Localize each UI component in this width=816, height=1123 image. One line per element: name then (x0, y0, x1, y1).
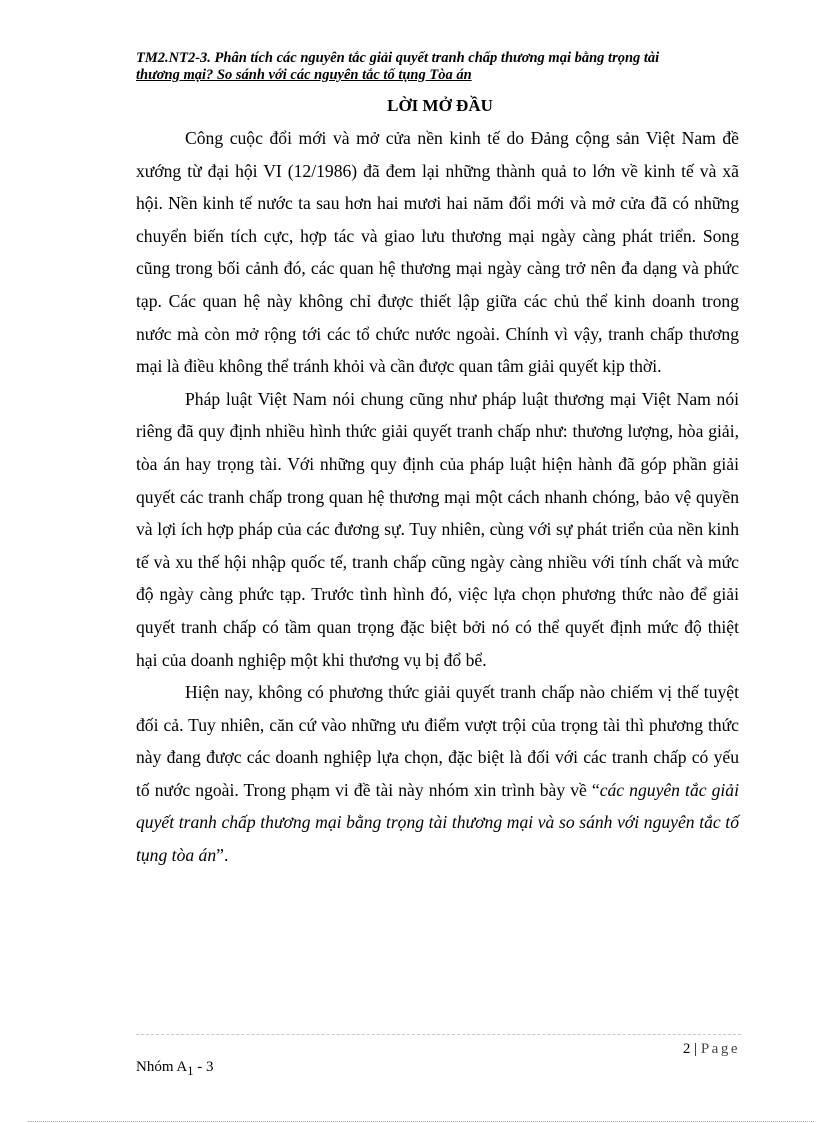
paragraph-2: Pháp luật Việt Nam nói chung cũng như pháp luật thương mại Việt Nam nói riêng đã quy định nhiều hình thức giải quyết tranh chấp như: thương lượng, hòa giải, tòa án hay trọng tài. Với những quy định của pháp luật hiện hành đã góp phần giải quyết các tranh chấp trong quan hệ thương mại một cách nhanh chóng, bảo vệ quyền và lợi ích hợp pháp của các đương sự. Tuy nhiên, cùng với sự phát triển của nền kinh tế và xu thế hội nhập quốc tế, tranh chấp cũng ngày càng nhiều với tính chất và mức độ ngày càng phức tạp. Trước tình hình đó, việc lựa chọn phương thức nào để giải quyết tranh chấp có tầm quan trọng đặc biệt bởi nó có thể quyết định mức độ thiệt hại của doanh nghiệp một khi thương vụ bị đổ bể. (136, 388, 739, 670)
paragraph-3-text: Hiện nay, không có phương thức giải quyết tranh chấp nào chiếm vị thế tuyệt đối cả. Tuy nhiên, căn cứ vào những ưu điểm vượt trội của trọng tài thì phương thức này đang được các doanh nghiệp lựa chọn, đặc biệt là đối với các tranh chấp có yếu tố nước ngoài. Trong phạm vi đề tài này nhóm xin trình bày về “ (136, 682, 739, 800)
page-number (683, 1040, 740, 1058)
page-number-separator: | (690, 1041, 701, 1057)
footer-divider (136, 1034, 741, 1035)
group-label-subscript: 1 (187, 1064, 194, 1078)
header-line-2-part-a: thương mại? (136, 67, 217, 83)
group-label (136, 1058, 214, 1080)
paragraph-3-italic-topic: các nguyên tắc giải quyết tranh chấp thương mại bằng trọng tài thương mại và so sánh với nguyên tắc tố tụng tòa án (136, 779, 739, 866)
header-line-2 (136, 67, 746, 84)
header-line-2-part-b: So sánh với các nguyên tắc tố tụng Tòa án (216, 67, 472, 83)
page-title: LỜI MỞ ĐẦU (387, 96, 493, 115)
group-label-text: Nhóm A (136, 1059, 188, 1075)
paragraph-3 (136, 676, 739, 872)
header-line-1: TM2.NT2-3. Phân tích các nguyên tắc giải quyết tranh chấp thương mại bằng trọng tài (136, 50, 660, 66)
paragraph-1: Công cuộc đổi mới và mở cửa nền kinh tế do Đảng cộng sản Việt Nam đề xướng từ đại hội VI (12/1986) đã đem lại những thành quả to lớn về kinh tế và xã hội. Nền kinh tế nước ta sau hơn hai mươi hai năm đổi mới và mở cửa đã có những chuyển biến tích cực, hợp tác và giao lưu thương mại ngày càng phát triển. Song cũng trong bối cảnh đó, các quan hệ thương mại ngày càng trở nên đa dạng và phức tạp. Các quan hệ này không chỉ được thiết lập giữa các chủ thể kinh doanh trong nước mà còn mở rộng tới các tổ chức nước ngoài. Chính vì vậy, tranh chấp thương mại là điều không thể tránh khỏi và cần được quan tâm giải quyết kịp thời. (136, 128, 739, 377)
page-bottom-edge (28, 1121, 814, 1122)
paragraph-3-closing: ”. (216, 845, 229, 866)
document-body (136, 122, 739, 872)
page-label: Page (700, 1041, 740, 1057)
page-number-value: 2 (682, 1041, 691, 1057)
group-label-suffix: - 3 (193, 1059, 214, 1075)
document-header (136, 50, 746, 84)
